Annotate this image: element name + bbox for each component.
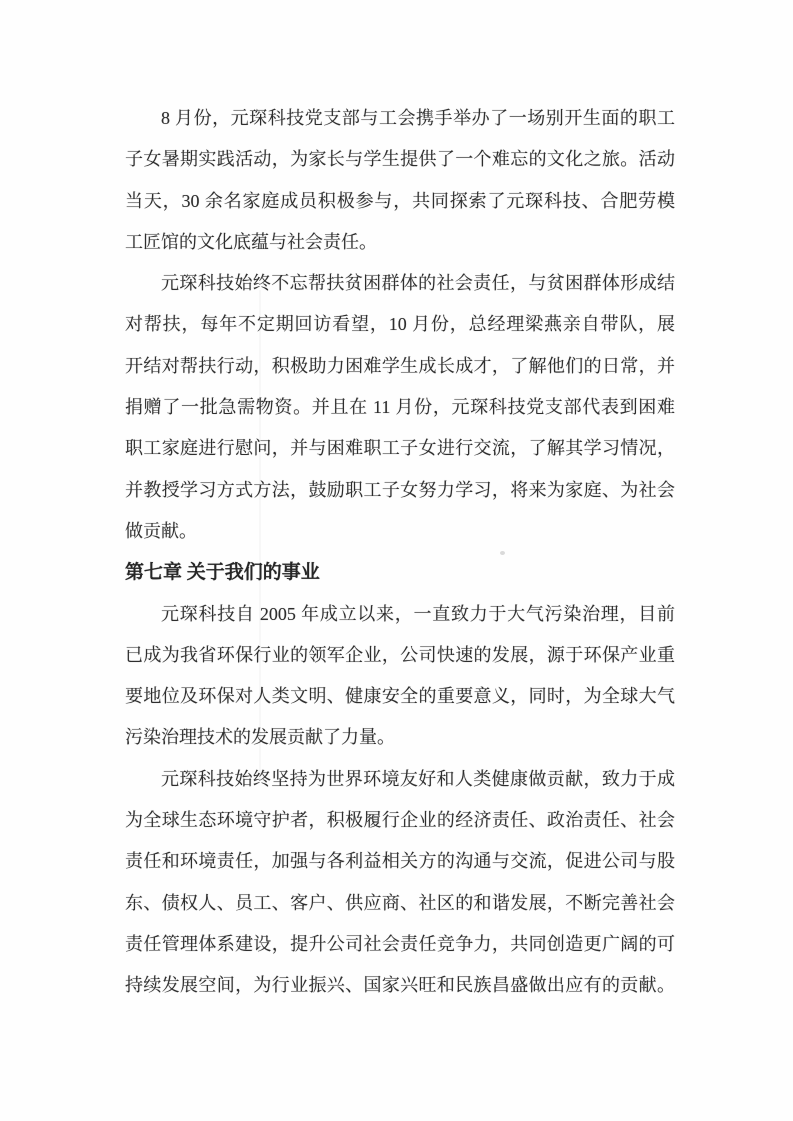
- paragraph-1-line-3: 当天，30 余名家庭成员积极参与，共同探索了元琛科技、合肥劳模: [125, 190, 675, 211]
- scan-artifact-dot: [500, 551, 505, 555]
- paragraph-2-line-2: 对帮扶，每年不定期回访看望，10 月份，总经理梁燕亲自带队，展: [125, 314, 675, 335]
- paragraph-3-line-1: 元琛科技自 2005 年成立以来，一直致力于大气污染治理，目前: [161, 603, 675, 624]
- paragraph-1-line-1: 8 月份，元琛科技党支部与工会携手举办了一场别开生面的职工: [161, 108, 675, 128]
- paragraph-2-line-6: 并教授学习方式方法，鼓励职工子女努力学习，将来为家庭、为社会: [125, 479, 675, 500]
- paragraph-4-line-4: 东、债权人、员工、客户、供应商、社区的和谐发展，不断完善社会: [125, 892, 675, 913]
- paragraph-4-line-2: 为全球生态环境守护者，积极履行企业的经济责任、政治责任、社会: [125, 810, 675, 831]
- paragraph-2-line-3: 开结对帮扶行动，积极助力困难学生成长成才，了解他们的日常，并: [125, 355, 675, 376]
- paragraph-1-line-4: 工匠馆的文化底蕴与社会责任。: [125, 231, 377, 252]
- document-body: [125, 98, 675, 1007]
- paragraph-3-line-3: 要地位及环保对人类文明、健康安全的重要意义，同时，为全球大气: [125, 686, 675, 707]
- chapter-heading: 第七章 关于我们的事业: [125, 562, 320, 584]
- paragraph-2-line-4: 捐赠了一批急需物资。并且在 11 月份，元琛科技党支部代表到困难: [125, 397, 675, 418]
- paragraph-2-line-5: 职工家庭进行慰问，并与困难职工子女进行交流，了解其学习情况，: [125, 438, 675, 459]
- paragraph-4-line-3: 责任和环境责任，加强与各利益相关方的沟通与交流，促进公司与股: [125, 851, 675, 872]
- paragraph-4-line-5: 责任管理体系建设，提升公司社会责任竞争力，共同创造更广阔的可: [125, 933, 675, 954]
- paragraph-2-line-1: 元琛科技始终不忘帮扶贫困群体的社会责任，与贫困群体形成结: [161, 273, 675, 294]
- paragraph-3-line-4: 污染治理技术的发展贡献了力量。: [125, 727, 395, 748]
- paragraph-1-line-2: 子女暑期实践活动，为家长与学生提供了一个难忘的文化之旅。活动: [125, 149, 675, 170]
- scan-artifact-streak: [259, 290, 261, 780]
- paragraph-2-line-7: 做贡献。: [125, 520, 197, 541]
- paragraph-3-line-2: 已成为我省环保行业的领军企业，公司快速的发展，源于环保产业重: [125, 644, 675, 665]
- paragraph-4-line-1: 元琛科技始终坚持为世界环境友好和人类健康做贡献，致力于成: [161, 768, 675, 789]
- paragraph-4-line-6: 持续发展空间，为行业振兴、国家兴旺和民族昌盛做出应有的贡献。: [125, 975, 675, 996]
